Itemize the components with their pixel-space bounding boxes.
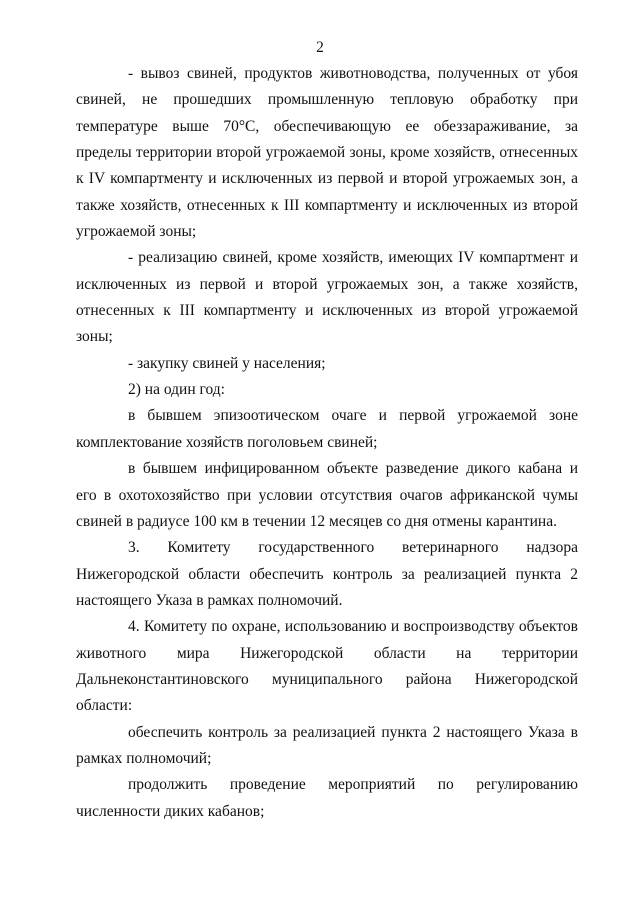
text-line: также хозяйств, отнесенных к III компартменту и исключенных из второй	[76, 196, 578, 214]
text-line: области:	[76, 697, 133, 715]
text-line: животного мира Нижегородской области на территории	[76, 644, 578, 662]
text-line: свиней, не прошедших промышленную тепловую обработку при	[76, 91, 578, 109]
text-line: угрожаемой зоны;	[76, 223, 197, 241]
text-line: зоны;	[76, 328, 113, 346]
text-line: 2) на один год:	[128, 381, 225, 399]
text-line: в бывшем инфицированном объекте разведение дикого кабана и	[128, 460, 578, 478]
text-line: температуре выше 70°С, обеспечивающую ее обеззараживание, за	[76, 117, 578, 135]
text-line: 3. Комитету государственного ветеринарного надзора	[128, 539, 578, 557]
text-line: пределы территории второй угрожаемой зоны, кроме хозяйств, отнесенных	[76, 144, 578, 162]
text-line: отнесенных к III компартменту и исключенных из второй угрожаемой	[76, 302, 578, 320]
text-line: в бывшем эпизоотическом очаге и первой угрожаемой зоне	[128, 407, 578, 425]
text-line: его в охотохозяйство при условии отсутствия очагов африканской чумы	[76, 486, 578, 504]
text-line: настоящего Указа в рамках полномочий.	[76, 591, 343, 609]
text-line: к IV компартменту и исключенных из первой и второй угрожаемых зон, а	[76, 170, 578, 188]
text-line: исключенных из первой и второй угрожаемых зон, а также хозяйств,	[76, 275, 578, 293]
text-line: продолжить проведение мероприятий по регулированию	[128, 776, 578, 794]
text-line: - реализацию свиней, кроме хозяйств, имеющих IV компартмент и	[128, 249, 578, 267]
text-line: Нижегородской области обеспечить контроль за реализацией пункта 2	[76, 565, 578, 583]
text-line: - вывоз свиней, продуктов животноводства, полученных от убоя	[128, 65, 578, 82]
text-line: рамках полномочий;	[76, 749, 212, 767]
document-body	[76, 61, 578, 825]
page-number: 2	[316, 39, 324, 56]
text-line: численности диких кабанов;	[76, 802, 265, 820]
text-line: Дальнеконстантиновского муниципального района Нижегородской	[76, 670, 578, 688]
text-line: - закупку свиней у населения;	[128, 354, 326, 372]
text-line: обеспечить контроль за реализацией пункта 2 настоящего Указа в	[128, 723, 578, 741]
text-line: свиней в радиусе 100 км в течении 12 месяцев со дня отмены карантина.	[76, 512, 557, 530]
text-line: комплектование хозяйств поголовьем свиней;	[76, 433, 378, 451]
text-line: 4. Комитету по охране, использованию и воспроизводству объектов	[128, 618, 578, 636]
